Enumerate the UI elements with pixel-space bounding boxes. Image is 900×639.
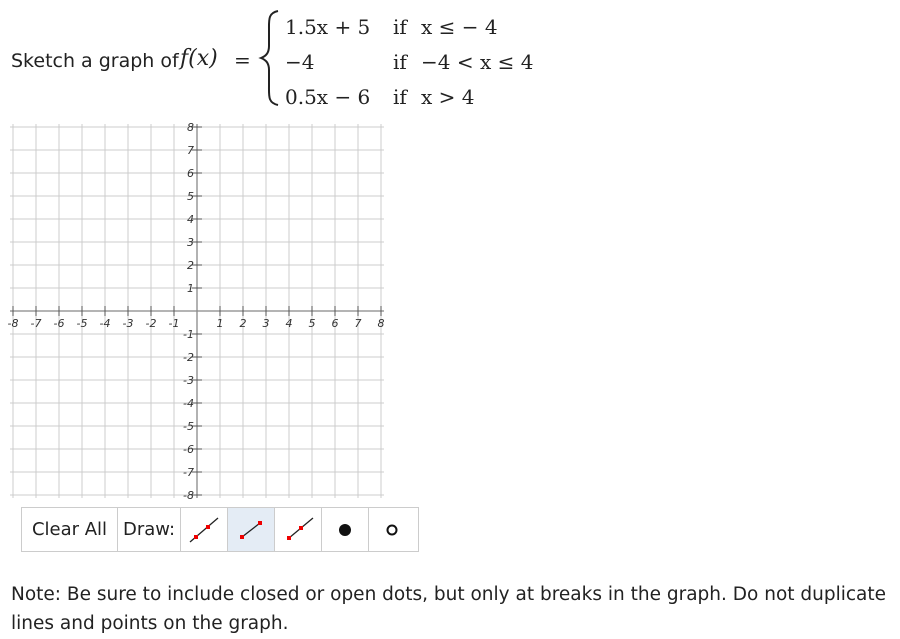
ray-tool[interactable] (275, 508, 322, 551)
coordinate-graph[interactable] (7, 121, 385, 502)
y-tick-label: -1 (183, 328, 194, 341)
x-tick-label: 3 (262, 317, 270, 330)
line-icon (187, 515, 221, 545)
x-tick-label: 6 (331, 317, 339, 330)
closed-dot-tool[interactable] (322, 508, 369, 551)
x-tick-label: -5 (76, 317, 88, 330)
piece-3-condition: x > 4 (421, 85, 475, 109)
y-tick-label: -8 (183, 489, 194, 502)
piece-2-if: if (393, 50, 407, 74)
y-tick-label: 8 (187, 121, 194, 134)
x-tick-label: 2 (239, 317, 247, 330)
piece-1-condition: x ≤ − 4 (421, 15, 498, 39)
y-tick-label: -4 (183, 397, 194, 410)
y-tick-label: 5 (187, 190, 194, 203)
y-tick-label: 1 (187, 282, 194, 295)
closed-dot-icon (335, 520, 355, 540)
note-text: Note: Be sure to include closed or open dots, but only at breaks in the graph. Do not duplicate lines and points on the graph. (11, 584, 887, 634)
question-prompt: Sketch a graph of (11, 50, 179, 72)
y-tick-label: -7 (183, 466, 194, 479)
piece-1-expr: 1.5x + 5 (285, 15, 371, 39)
x-tick-label: -4 (99, 317, 111, 330)
y-tick-label: -3 (183, 374, 194, 387)
open-dot-icon (382, 520, 402, 540)
line-tool[interactable] (181, 508, 228, 551)
y-tick-label: 4 (187, 213, 194, 226)
clear-all-button[interactable]: Clear All (22, 508, 118, 551)
left-brace-icon (258, 8, 280, 108)
piece-2-expr: −4 (285, 50, 315, 74)
ray-icon (281, 515, 315, 545)
equals-sign: = (234, 48, 251, 72)
y-tick-label: 3 (187, 236, 194, 249)
function-name: f(x) (180, 46, 218, 71)
x-tick-label: -3 (122, 317, 134, 330)
x-tick-label: -1 (168, 317, 180, 330)
x-tick-label: -7 (30, 317, 42, 330)
x-tick-label: -8 (7, 317, 19, 330)
y-tick-label: -2 (183, 351, 194, 364)
piece-1-if: if (393, 15, 407, 39)
piece-3-if: if (393, 85, 407, 109)
y-tick-label: -5 (183, 420, 194, 433)
x-tick-label: 1 (216, 317, 224, 330)
x-tick-label: -2 (145, 317, 157, 330)
open-dot-tool[interactable] (369, 508, 415, 551)
piece-3-expr: 0.5x − 6 (285, 85, 371, 109)
segment-icon (234, 515, 268, 545)
x-tick-label: -6 (53, 317, 65, 330)
x-tick-label: 5 (308, 317, 316, 330)
y-tick-label: -6 (183, 443, 194, 456)
drawing-toolbar (21, 507, 419, 552)
y-tick-label: 2 (187, 259, 194, 272)
x-tick-label: 8 (377, 317, 385, 330)
y-tick-label: 7 (187, 144, 194, 157)
segment-tool[interactable] (228, 508, 275, 551)
x-tick-label: 7 (354, 317, 362, 330)
x-tick-label: 4 (285, 317, 293, 330)
y-tick-label: 6 (187, 167, 194, 180)
piece-2-condition: −4 < x ≤ 4 (421, 50, 534, 74)
draw-label: Draw: (118, 508, 181, 551)
